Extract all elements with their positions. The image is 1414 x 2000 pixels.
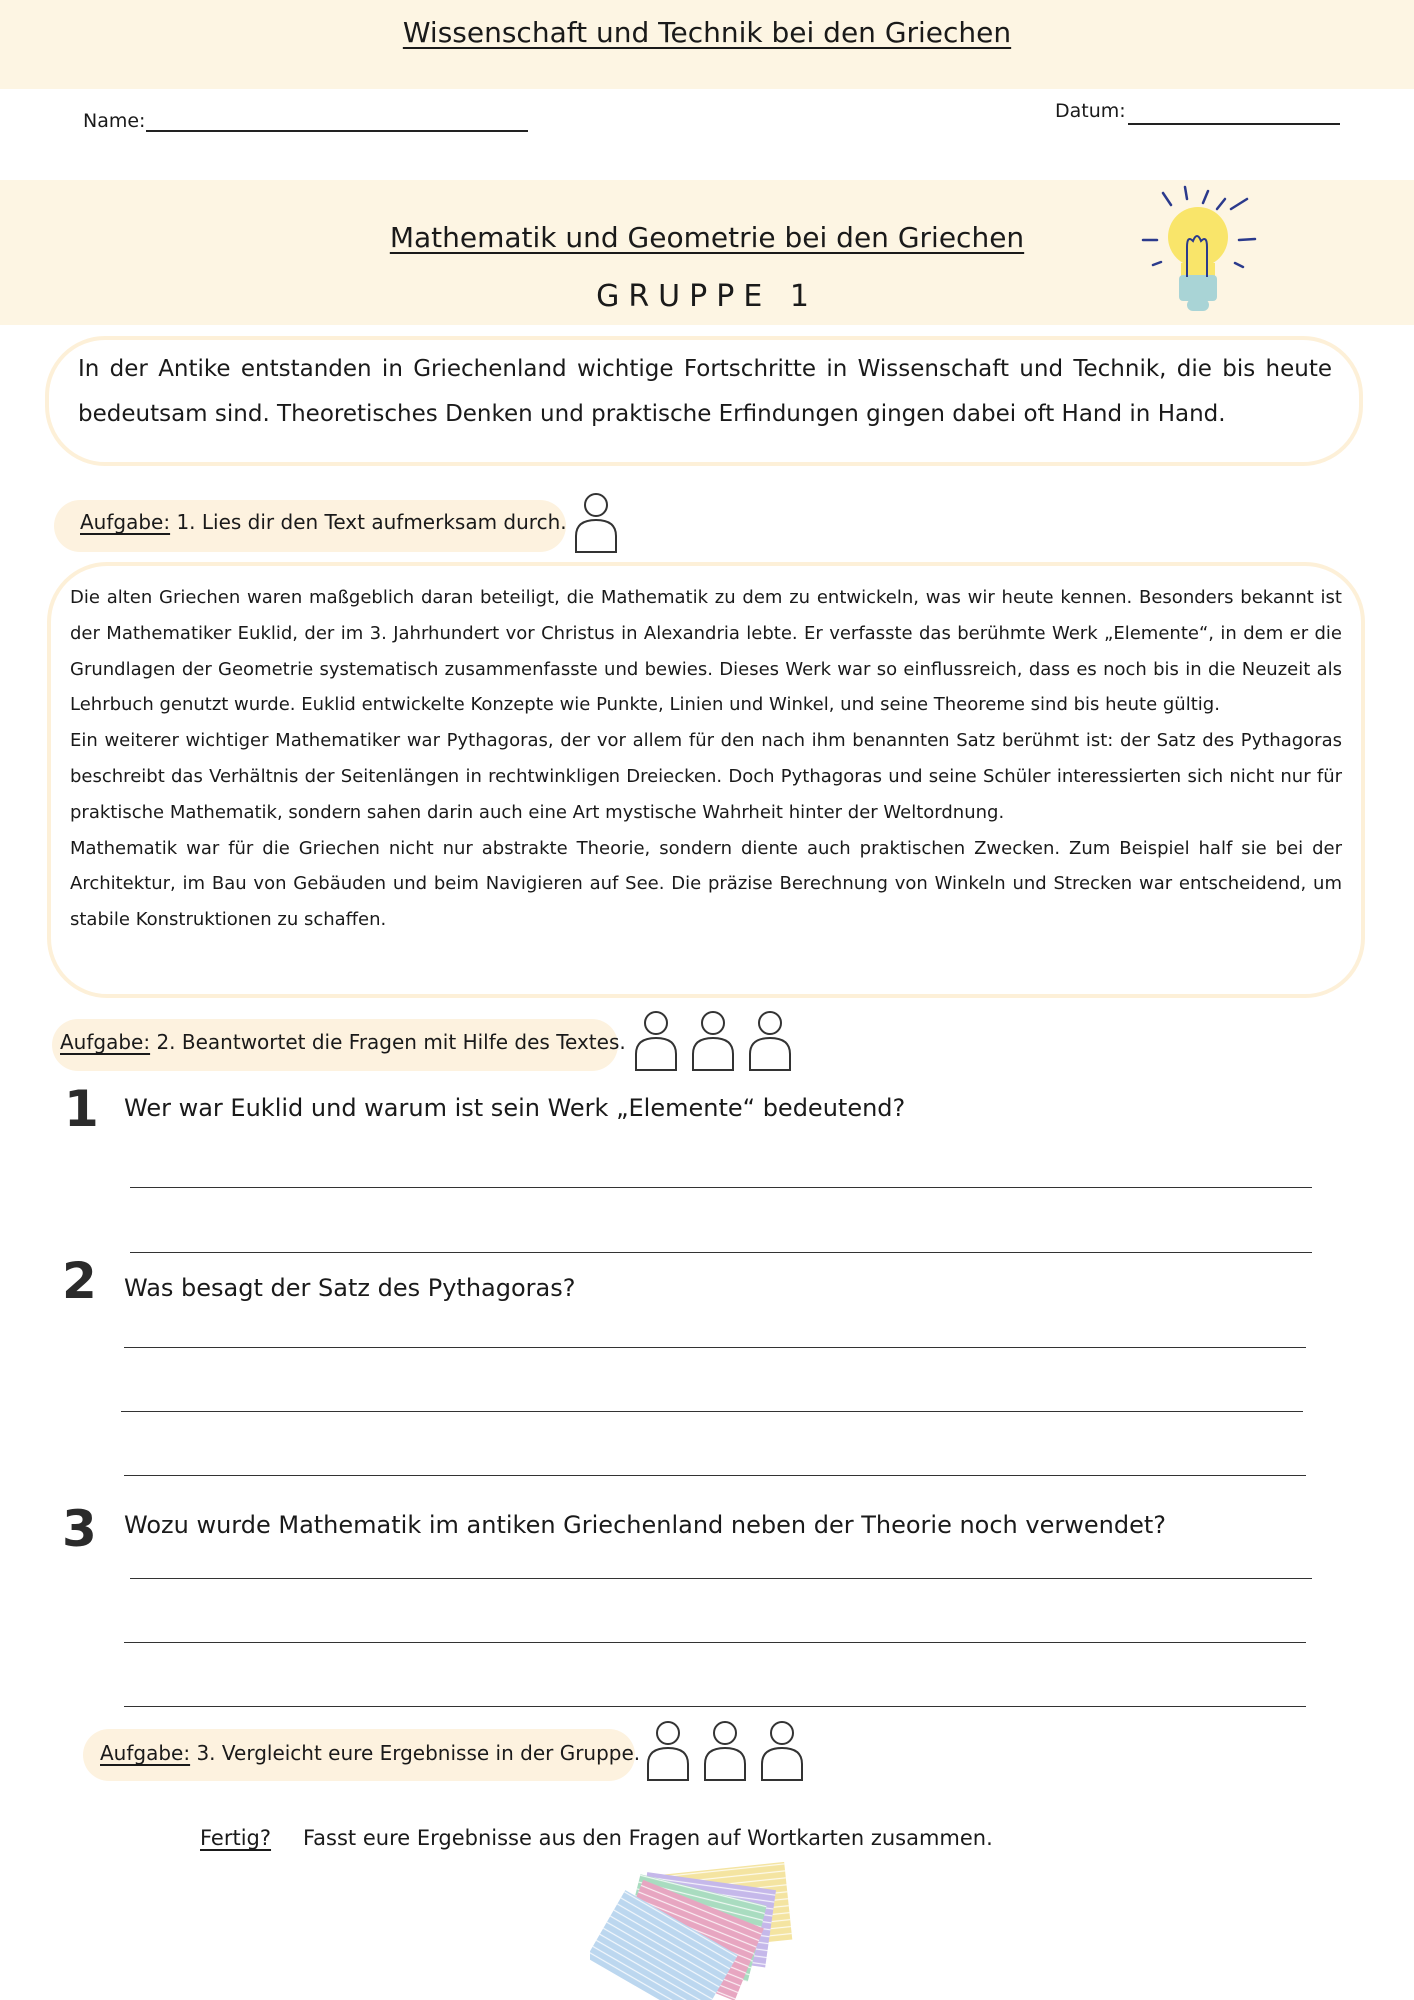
reading-text bbox=[70, 580, 1342, 938]
reading-paragraph: Die alten Griechen waren maßgeblich daran beteiligt, die Mathematik zu dem zu entwickeln, was wir heute kennen. Besonders bekannt ist der Mathematiker Euklid, der im 3. Jahrhundert vor Christus in Alexandria lebte. Er verfasste das berühmte Werk „Elemente“, in dem er die Grundlagen der Geometrie systematisch zusammenfasste und bewies. Dieses Werk war so einflussreich, dass es noch bis in die Neuzeit als Lehrbuch genutzt wurde. Euklid entwickelte Konzepte wie Punkte, Linien und Winkel, und seine Theoreme sind bis heute gültig. bbox=[70, 587, 1342, 716]
task3-text: 3. Vergleicht eure Ergebnisse in der Gruppe. bbox=[190, 1741, 641, 1765]
answer-line[interactable] bbox=[124, 1347, 1306, 1348]
group-label: GRUPPE 1 bbox=[596, 279, 818, 314]
task1-label: Aufgabe: bbox=[80, 510, 171, 534]
task3-label: Aufgabe: bbox=[100, 1741, 191, 1765]
date-label: Datum: bbox=[1055, 100, 1126, 122]
question-number: 3 bbox=[62, 1500, 97, 1558]
person-icon bbox=[573, 492, 619, 554]
answer-line[interactable] bbox=[130, 1252, 1312, 1253]
lightbulb-icon bbox=[1135, 185, 1265, 320]
person-icon bbox=[759, 1720, 805, 1782]
task3-pill bbox=[83, 1729, 641, 1781]
fertig-label: Fertig? bbox=[200, 1826, 272, 1850]
intro-text: In der Antike entstanden in Griechenland wichtige Fortschritte in Wissenschaft und Technik, die bis heute bedeutsam sind. Theoretisches Denken und praktische Erfindungen gingen dabei oft Hand in Hand. bbox=[78, 356, 1332, 427]
answer-line[interactable] bbox=[121, 1411, 1303, 1412]
person-icon bbox=[747, 1010, 793, 1072]
question-number: 1 bbox=[64, 1080, 99, 1138]
person-icon bbox=[702, 1720, 748, 1782]
reading-paragraph: Mathematik war für die Griechen nicht nur abstrakte Theorie, sondern diente auch praktischen Zwecken. Zum Beispiel half sie bei der Architektur, im Bau von Gebäuden und beim Navigieren auf See. Die präzise Berechnung von Winkeln und Strecken war entscheidend, um stabile Konstruktionen zu schaffen. bbox=[70, 837, 1342, 931]
name-label: Name: bbox=[83, 110, 146, 132]
name-field[interactable] bbox=[146, 130, 528, 132]
person-icon bbox=[633, 1010, 679, 1072]
question-number: 2 bbox=[62, 1252, 97, 1310]
task2-text: 2. Beantwortet die Fragen mit Hilfe des Textes. bbox=[150, 1030, 626, 1054]
fertig-row bbox=[200, 1826, 993, 1850]
task1-text: 1. Lies dir den Text aufmerksam durch. bbox=[170, 510, 567, 534]
question-text: Wer war Euklid und warum ist sein Werk „Elemente“ bedeutend? bbox=[124, 1094, 906, 1122]
answer-line[interactable] bbox=[124, 1642, 1306, 1643]
section-title: Mathematik und Geometrie bei den Griechen bbox=[389, 221, 1025, 254]
task2-label: Aufgabe: bbox=[60, 1030, 151, 1054]
task2-pill bbox=[52, 1019, 626, 1071]
task1-pill bbox=[54, 500, 566, 552]
person-icon bbox=[690, 1010, 736, 1072]
reading-paragraph: Ein weiterer wichtiger Mathematiker war Pythagoras, der vor allem für den nach ihm benannten Satz berühmt ist: der Satz des Pythagoras beschreibt das Verhältnis der Seitenlängen in rechtwinkligen Dreiecken. Doch Pythagoras und seine Schüler interessierten sich nicht nur für praktische Mathematik, sondern sahen darin auch eine Art mystische Wahrheit hinter der Weltordnung. bbox=[70, 730, 1342, 823]
person-icon bbox=[645, 1720, 691, 1782]
answer-line[interactable] bbox=[124, 1475, 1306, 1476]
date-field[interactable] bbox=[1128, 123, 1340, 125]
fertig-text: Fasst eure Ergebnisse aus den Fragen auf Wortkarten zusammen. bbox=[303, 1826, 993, 1850]
answer-line[interactable] bbox=[130, 1187, 1312, 1188]
answer-line[interactable] bbox=[124, 1706, 1306, 1707]
question-text: Wozu wurde Mathematik im antiken Griechenland neben der Theorie noch verwendet? bbox=[124, 1511, 1166, 1539]
worksheet-title: Wissenschaft und Technik bei den Griechen bbox=[402, 16, 1012, 49]
index-cards-illustration bbox=[590, 1862, 830, 2000]
question-text: Was besagt der Satz des Pythagoras? bbox=[124, 1274, 576, 1302]
answer-line[interactable] bbox=[130, 1578, 1312, 1579]
